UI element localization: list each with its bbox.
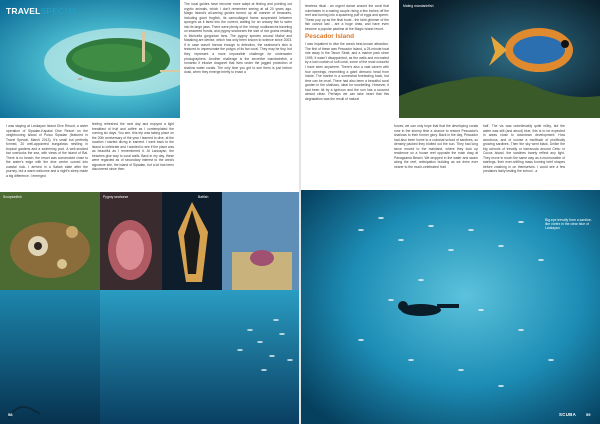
nudibranch-photo [100, 192, 162, 290]
right-page-number: 59 [586, 412, 591, 417]
ghost-pipefish-photo [222, 192, 299, 290]
sardine-ball-photo [301, 190, 600, 424]
batfish-caption: Batfish [198, 195, 209, 199]
left-article-col-3 [180, 0, 292, 190]
mandarinfish-illustration [399, 0, 600, 118]
right-article-col-1 [305, 4, 389, 103]
right-brand: SCUBA [559, 412, 577, 417]
sardine-school-photo-left [100, 290, 299, 424]
scorpionfish-photo [0, 192, 100, 290]
nudibranch-illustration [100, 192, 162, 290]
left-article-col-2 [92, 122, 174, 174]
right-page [301, 0, 600, 424]
left-article-intro: I was staying at Lankayan Island Dive Resort, a sister operation of Sipadan-Kapalai Dive Resort on the neighbouring island of Pulau Sipadan (featured in Travel Special, March 2013). It's small but perfectly formed, 20 well-appointed bungalows nestling in tropical gardens and a swimming pool. A well-stocked bar overlooks the sea, with views of the island of Bai. There is no beach, the resort was constructed close to the water's edge with the dive centre curved into coastal rock. I arrived in a Sabah state after the journey, but a warm welcome and a night's sleep made a big difference. I emerged [6, 124, 88, 179]
scorpionfish-caption: Scorpionfish [3, 195, 22, 199]
section-label-accent: SPECIAL [40, 6, 78, 16]
left-article-body-2: feeling refreshed the next day and enjoyed a light breakfast of fruit and coffee as I contemplated the coming six days. You see, this trip was taking place on the 20th anniversary of the year I learned to dive, at the location I started diving in earnest. I went back to the island to celebrate and I wanted to see if the place was as beautiful as I remembered it. At Lankayan, the beaches give way to coral walls. Back in my day, these were regarded as of secondary interest to the area's signature site, the island of Sipadan, but a lot has been discovered since then. [92, 122, 174, 172]
right-article-col-3 [483, 124, 565, 176]
octopus-illustration [0, 290, 100, 424]
ghost-pipefish-illustration [222, 192, 299, 290]
mandarinfish-caption: Mating mandarinfish [403, 4, 434, 8]
octopus-photo [0, 290, 100, 424]
left-article-col-1 [6, 124, 88, 181]
left-article-body-3: The local guides have become more adept at finding and pointing out cryptic animals, which I don't remember seeing at all 20 years ago. Magic Island's all-seeing guides turned up all manner of treasures, including giant frogfish, its camouflaged frame suspended between sponges as it fared into the current, waiting for an unwary fish to swim into its large jaws. There were plenty of the 'cheap' nudibranchs traveling on seaweed fronds, and pygmy seahorses the size of rice grains residing in Muricella gorgonian fans. The pygmy species around Mabul and Mataking are denise, which has only been known to science since 2003. If in case wasn't harrow enough to detection, the seahorse's skin is textured to impersonate the polyps of its fan coral. They may be tiny, but they represent a more impossible challenge for underwater photographers. Another challenge is the secretive mandarinfish, a romantic if elusive dragonet that lives under the jagged protection of shallow water corals. The only time you get to see them is just before dusk, when they emerge briefly to enact a [184, 2, 292, 75]
left-page-number: 58 [8, 412, 13, 417]
right-article-body-3: ball'. The vis was unbelievably quite milky, but the water was still (and about) blue, this is to be expected in areas close to downtown development. How wondrous, and of course a multitude of prolifically growing sardines. Then the sky went black. Unlike the big schools of trevally or barracuda around Cebu or Cocos Island, the sardines barely reflect any light. They move in much the same way as a murmuration of starlings, their ever-shifting mass forming brief shapes before crashing in on themselves. I could see a few predators lazily testing the school - a [483, 124, 565, 174]
batfish-photo [162, 192, 222, 290]
scorpionfish-illustration [0, 192, 100, 290]
right-article-body-2: forces; we can only hope that that the developing corals rose in the stormy time a chance to restore Pescador's shallows to their former glory. Back in the day, Pescador had also been home to a colossal school of sardines, so densely packed they blotted out the sun. They had long since moved to the mainland, where they took up residence on a house reef opposite the main drag at Panagsama Beach. We dropped in the water and swam along the reef, anticipation building as we drew ever nearer to the much-celebrated 'bait [394, 124, 478, 169]
right-article-body-1: timeless ritual - an urgent dance around the coral that culminates in a mating couple rising a few inches off the reef and turning into a spawning puff of eggs and sperm. These pop up as the final burst - the faint glimmer of the fish cannot last - are a huge draw, and have even become a popular pastime at the Magic Island resort. [305, 4, 389, 31]
batfish-illustration [162, 192, 222, 290]
section-label-word: TRAVEL [6, 6, 41, 16]
pescador-heading: Pescador Island [305, 33, 355, 41]
section-label [6, 6, 78, 16]
right-article-col-2 [394, 124, 478, 171]
left-page [0, 0, 299, 424]
mandarinfish-photo [399, 0, 600, 118]
school-caption: Big-eye trevally form a sardine-like vortex in the clear blue of Lankayan [545, 218, 592, 231]
right-article-body-1b: I was impatient to dive the area's best-known attraction. The first of these was Pescador Island, a 25-minute boat ride away in the Tanon Strait, and a marine park since 1995. It wasn't disappointed, as the walls and encrusted by a lush curtain of soft coral, some of the most colourful I have seen anywhere. There's also a vast cavern with four openings, resembling a giant demonic head from inside. The marine is a somewhat foreboding back, but time can be cruel. There had also been a beautiful coral garden in the shallows, ideal for snorkelling. However, it had been hit by a typhoon and the sun has a scoured almost clean. Perhaps we can take heart that this degradation was the result of natural [305, 42, 389, 101]
sardine-school-illustration-left [100, 290, 299, 424]
nudibranch-caption: Pygmy seahorse [103, 195, 129, 199]
